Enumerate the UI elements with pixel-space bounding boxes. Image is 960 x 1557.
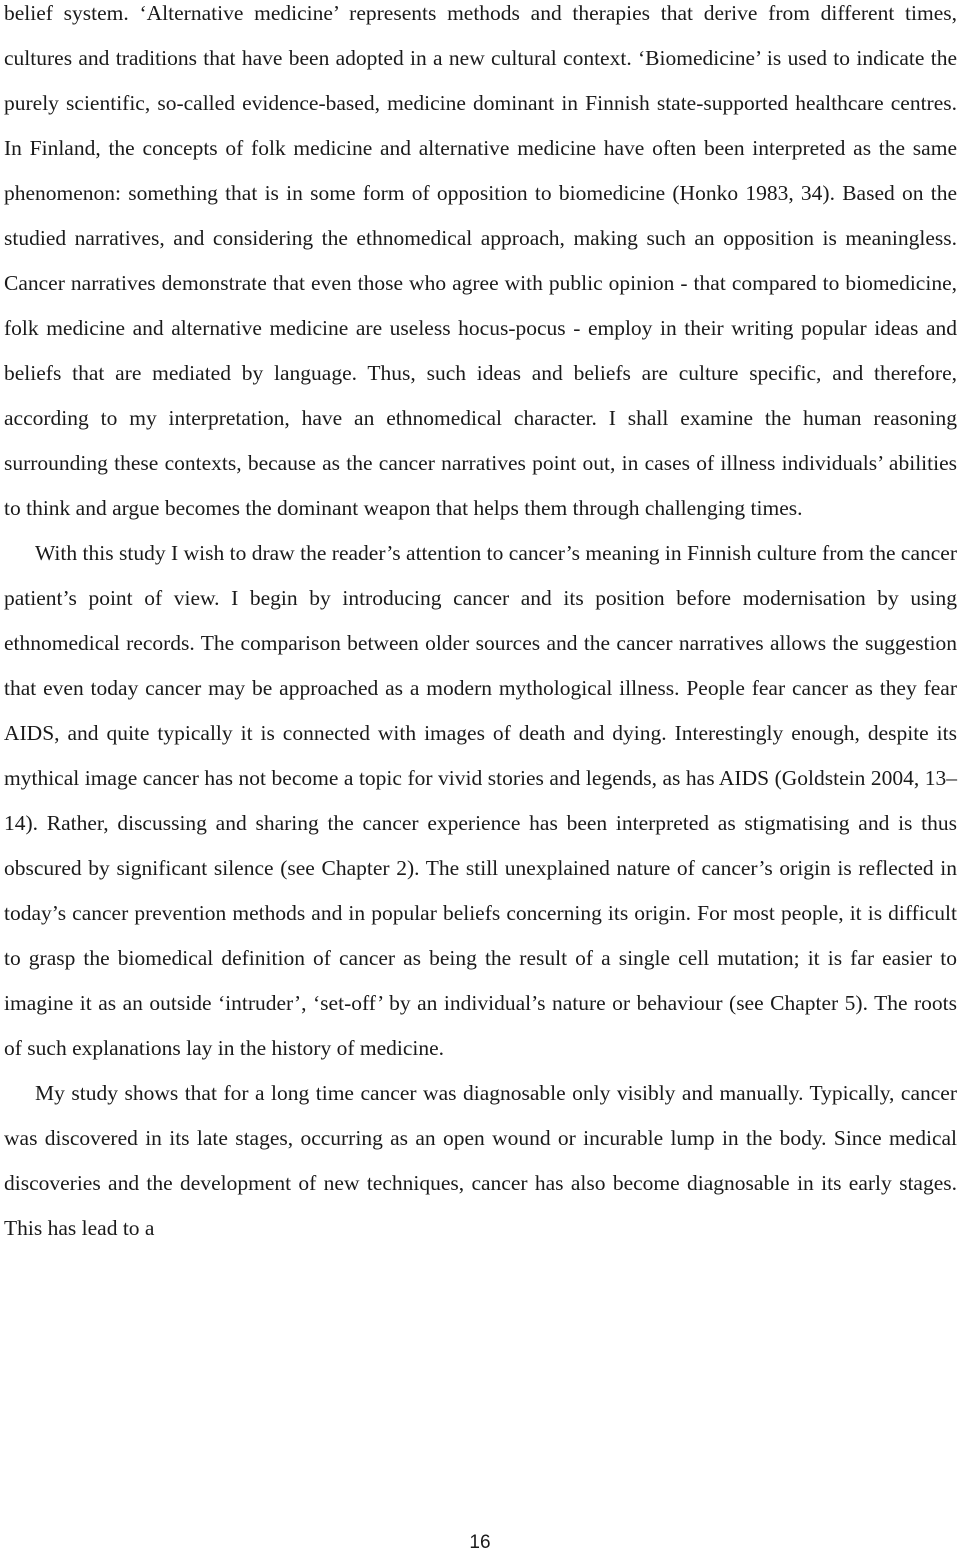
paragraph-1: belief system. ‘Alternative medicine’ represents methods and therapies that derive from different times, cultures and traditions that have been adopted in a new cultural context. ‘Biomedicine’ is used to indicate the purely scientific, so-called evidence-based, medicine dominant in Finnish state-supported healthcare centres. In Finland, the concepts of folk medicine and alternative medicine have often been interpreted as the same phenomenon: something that is in some form of opposition to biomedicine (Honko 1983, 34). Based on the studied narratives, and considering the ethnomedical approach, making such an opposition is meaningless. Cancer narratives demonstrate that even those who agree with public opinion - that compared to biomedicine, folk medicine and alternative medicine are useless hocus-pocus - employ in their writing popular ideas and beliefs that are mediated by language. Thus, such ideas and beliefs are culture specific, and therefore, according to my interpretation, have an ethnomedical character. I shall examine the human reasoning surrounding these contexts, because as the cancer narratives point out, in cases of illness individuals’ abilities to think and argue becomes the dominant weapon that helps them through challenging times. bbox=[4, 1, 957, 520]
paragraph-2: With this study I wish to draw the reader’s attention to cancer’s meaning in Finnish culture from the cancer patient’s point of view. I begin by introducing cancer and its position before modernisation by using ethnomedical records. The comparison between older sources and the cancer narratives allows the suggestion that even today cancer may be approached as a modern mythological illness. People fear cancer as they fear AIDS, and quite typically it is connected with images of death and dying. Interestingly enough, despite its mythical image cancer has not become a topic for vivid stories and legends, as has AIDS (Goldstein 2004, 13–14). Rather, discussing and sharing the cancer experience has been interpreted as stigmatising and is thus obscured by significant silence (see Chapter 2). The still unexplained nature of cancer’s origin is reflected in today’s cancer prevention methods and in popular beliefs concerning its origin. For most people, it is difficult to grasp the biomedical definition of cancer as being the result of a single cell mutation; it is far easier to imagine it as an outside ‘intruder’, ‘set-off’ by an individual’s nature or behaviour (see Chapter 5). The roots of such explanations lay in the history of medicine. bbox=[4, 541, 957, 1060]
paragraph-3: My study shows that for a long time cancer was diagnosable only visibly and manually. Typically, cancer was discovered in its late stages, occurring as an open wound or incurable lump in the body. Since medical discoveries and the development of new techniques, cancer has also become diagnosable in its early stages. This has lead to a bbox=[4, 1081, 957, 1240]
document-body bbox=[4, 0, 957, 1251]
page-number: 16 bbox=[469, 1532, 491, 1553]
